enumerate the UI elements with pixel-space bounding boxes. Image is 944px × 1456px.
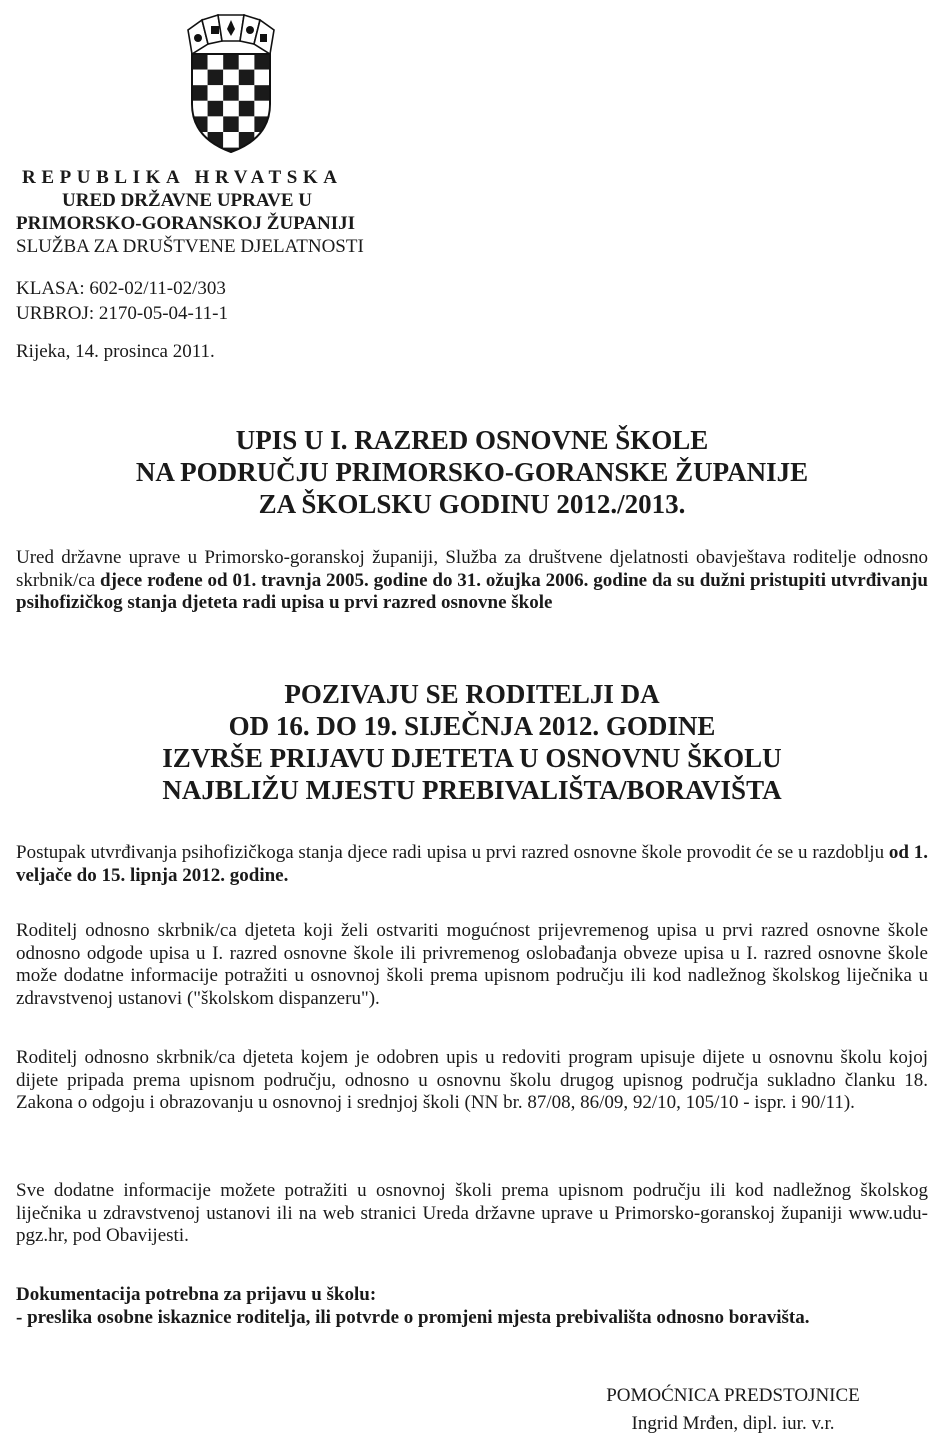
title-line3: ZA ŠKOLSKU GODINU 2012./2013.: [258, 489, 686, 519]
intro-paragraph: [16, 547, 928, 615]
documentation-heading: Dokumentacija potrebna za prijavu u školu:: [16, 1284, 377, 1305]
reference-numbers: [16, 276, 228, 326]
title-line2: NA PODRUČJU PRIMORSKO-GORANSKE ŽUPANIJE: [135, 457, 809, 487]
documentation-item: - preslika osobne iskaznice roditelja, ili potvrde o promjeni mjesta prebivališta odnosno boravišta.: [16, 1306, 810, 1328]
call-line4: NAJBLIŽU MJESTU PREBIVALIŠTA/BORAVIŠTA: [162, 775, 782, 805]
klasa-number: KLASA: 602-02/11-02/303: [16, 278, 226, 299]
procedure-period: od 1. veljače do 15. lipnja 2012: [16, 842, 928, 886]
issuer-header: [16, 166, 364, 258]
signature-block: [568, 1382, 898, 1438]
intro-bold-text: djece rođene od 01. travnja 2005. godine do 31. ožujka 2006. godine da su dužni pristupiti utvrđivanju psihofizičkog stanja djeteta radi upisa u prvi razred osnovne škole: [16, 569, 929, 613]
department-name: SLUŽBA ZA DRUŠTVENE DJELATNOSTI: [16, 236, 364, 257]
call-line3: IZVRŠE PRIJAVU DJETETA U OSNOVNU ŠKOLU: [162, 743, 782, 773]
coat-of-arms-icon: [186, 14, 276, 154]
procedure-period-end: . godine.: [220, 864, 289, 886]
documentation-section: [16, 1284, 928, 1329]
regular-enrollment-paragraph: Roditelj odnosno skrbnik/ca djeteta kojem je odobren upis u redoviti program upisuje dijete u osnovnu školu kojoj dijete pripada prema upisnom području, odnosno u osnovnu školu drugog upisnog područja sukladno članku 18. Zakona o odgoju i obrazovanju u osnovnoj i srednjoj školi (NN br. 87/08, 86/09, 92/10, 105/10 - ispr. i 90/11).: [16, 1047, 928, 1113]
call-line1: POZIVAJU SE RODITELJI DA: [284, 679, 660, 709]
urbroj-number: URBROJ: 2170-05-04-11-1: [16, 303, 228, 324]
place-date: Rijeka, 14. prosinca 2011.: [16, 341, 215, 362]
office-name-line1: URED DRŽAVNE UPRAVE U: [62, 190, 313, 211]
procedure-text: Postupak utvrđivanja psihofizičkoga stanja djece radi upisa u prvi razred osnovne škole provodit će se u razdoblju: [16, 842, 889, 863]
document-title: [0, 424, 944, 520]
signature-role: POMOĆNICA PREDSTOJNICE: [606, 1385, 860, 1406]
call-heading: [0, 678, 944, 806]
country-name: REPUBLIKA HRVATSKA: [22, 167, 343, 188]
info-paragraph: Sve dodatne informacije možete potražiti u osnovnoj školi prema upisnom području ili kod nadležnog školskog liječnika u zdravstvenoj ustanovi ili na web stranici Ureda državne uprave u Primorsko-goranskoj županiji www.udu-pgz.hr, pod Obavijesti.: [16, 1180, 928, 1246]
intro-text: Ured državne uprave u Primorsko-goranskoj županiji, Služba za društvene djelatnosti obavještava roditelje odnosno skrbnik/ca: [16, 547, 928, 591]
signature-name: Ingrid Mrđen, dipl. iur. v.r.: [631, 1413, 835, 1434]
early-enrollment-paragraph: Roditelj odnosno skrbnik/ca djeteta koji želi ostvariti mogućnost prijevremenog upisa u prvi razred osnovne škole odnosno odgode upisa u I. razred osnovne škole ili privremenog oslobađanja obveze upisa u I. razred osnovne škole može dodatne informacije potražiti u osnovnoj školi prema upisnom području ili kod nadležnog školskog liječnika u zdravstvenoj ustanovi ("školskom dispanzeru").: [16, 920, 928, 1009]
title-line1: UPIS U I. RAZRED OSNOVNE ŠKOLE: [235, 425, 709, 455]
procedure-paragraph: [16, 842, 928, 887]
office-name-line2: PRIMORSKO-GORANSKOJ ŽUPANIJI: [16, 213, 356, 234]
call-line2: OD 16. DO 19. SIJEČNJA 2012. GODINE: [228, 711, 716, 741]
